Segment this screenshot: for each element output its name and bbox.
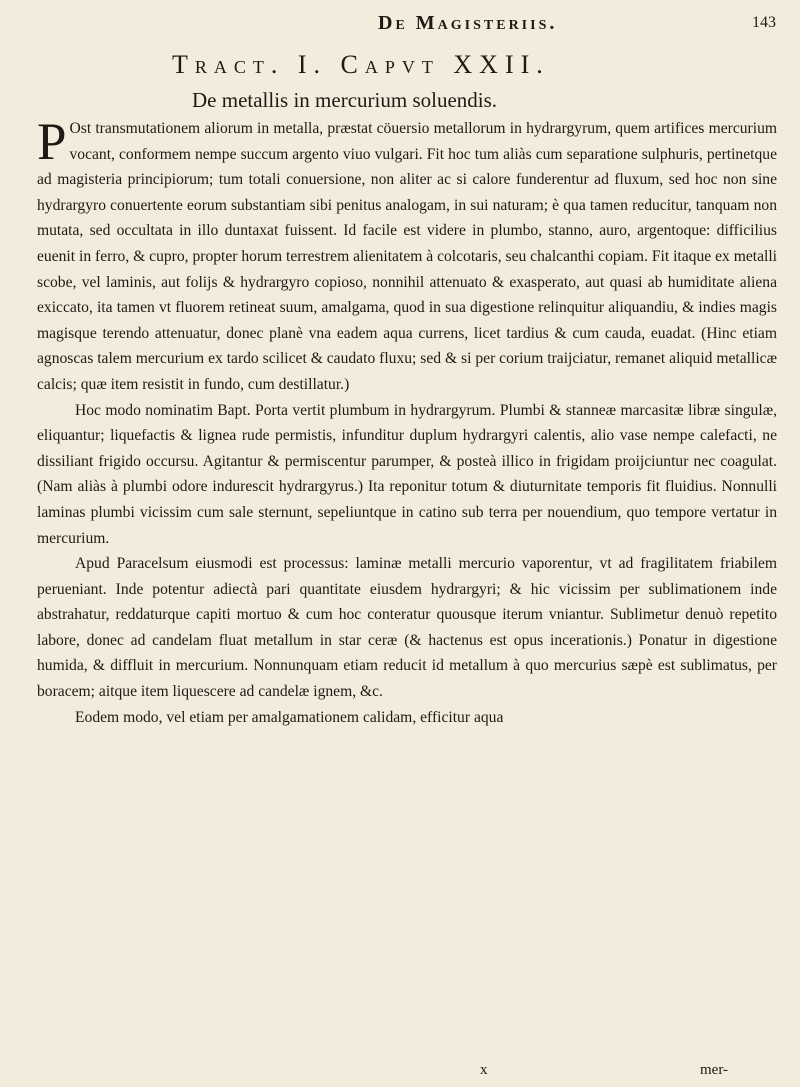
drop-cap: P bbox=[37, 113, 67, 171]
paragraph-4: Eodem modo, vel etiam per amalgamationem calidam, efficitur aqua bbox=[75, 708, 504, 726]
paragraph-1 bbox=[37, 113, 778, 398]
page-number: 143 bbox=[752, 14, 776, 31]
paragraph-1-text: Ost transmutationem aliorum in metalla, præstat cöuersio metallorum in hydrargyrum, quem artifices mercurium vocant, conformem nempe succum argento viuo vulgari. Fit hoc tum aliàs cum separatione sulphuris, pertinetque ad magisteria principiorum; tum totali conuersione, non aliter ac si calore funderentur ad fluxum, sed hoc non sine hydrargyro conuertente eorum substantiam sibi penitus analogam, in sui naturam; è qua tamen reducitur, tanquam non mutata, sed occultata in illo duntaxat fuissent. Id facile est videre in plumbo, stanno, auro, argentoque: difficilius euenit in ferro, & cupro, propter horum terrestrem alienitatem à colcotaris, seu chalcanthi copiam. Fit itaque ex metalli scobe, vel laminis, aut folijs & hydrargyro copioso, nonnihil attenuato & exasperato, aut quasi ab humiditate aliena exiccato, ita tamen vt fluorem retineat suum, amalgama, quod in sua digestione relinquitur aliquandiu, & indies magis magisque terendo attenuatur, donec planè vna eadem aqua currens, licet tardius & cum cauda, euadat. (Hinc etiam agnoscas talem mercurium ex tardo scilicet & caudato fluxu; sed & si per corium traijciatur, remanet aliquid metallicæ calcis; quæ item resistit in fundo, cum destillatur.) bbox=[37, 120, 778, 393]
catchword: mer- bbox=[700, 1062, 729, 1078]
chapter-subtitle: De metallis in mercurium soluendis. bbox=[192, 88, 498, 112]
running-head bbox=[190, 10, 790, 38]
body-text bbox=[37, 113, 778, 730]
paragraph-3: Apud Paracelsum eiusmodi est processus: laminæ metalli mercurio vaporentur, vt ad fragilitatem friabilem perueniant. Inde potentur adiectà pari quantitate eiusdem hydrargyri; & hic vicissim per sublimationem inde abstrahatur, reddaturque capiti mortuo & cum hoc conteratur quousque iterum vniantur. Sublimetur denuò repetito labore, donec ad candelam fluat metallum in star ceræ (& hactenus est opus incerationis.) Ponatur in digestione humida, & diffluit in mercurium. Nonnunquam etiam reducit id metallum à quo mercurius sæpè est sublimatus, per boracem; aitque item liquescere ad candelæ ignem, &c. bbox=[37, 555, 777, 701]
page-footer bbox=[0, 1062, 800, 1084]
signature-mark: x bbox=[480, 1062, 488, 1078]
running-head-title: De Magisteriis. bbox=[378, 12, 558, 34]
chapter-heading: Tract. I. Capvt XXII. bbox=[172, 50, 550, 79]
paragraph-2: Hoc modo nominatim Bapt. Porta vertit plumbum in hydrargyrum. Plumbi & stanneæ marcasitæ libræ singulæ, eliquantur; liquefactis & lignea rude permistis, infunditur duplum hydrargyri calentis, alio vase nempe calefacti, ne dissiliant frigido occursu. Agitantur & permiscentur parumper, & posteà illico in frigidam proijciuntur nec coagulat. (Nam aliàs à plumbi odore indurescit hydrargyrus.) Ita reponitur totum & diuturnitate temporis fit fluidius. Nonnulli laminas plumbi vicissim cum sale sternunt, sepeliuntque in catino sub terra per nouendium, quo tempore vertatur in mercurium. bbox=[37, 401, 777, 547]
